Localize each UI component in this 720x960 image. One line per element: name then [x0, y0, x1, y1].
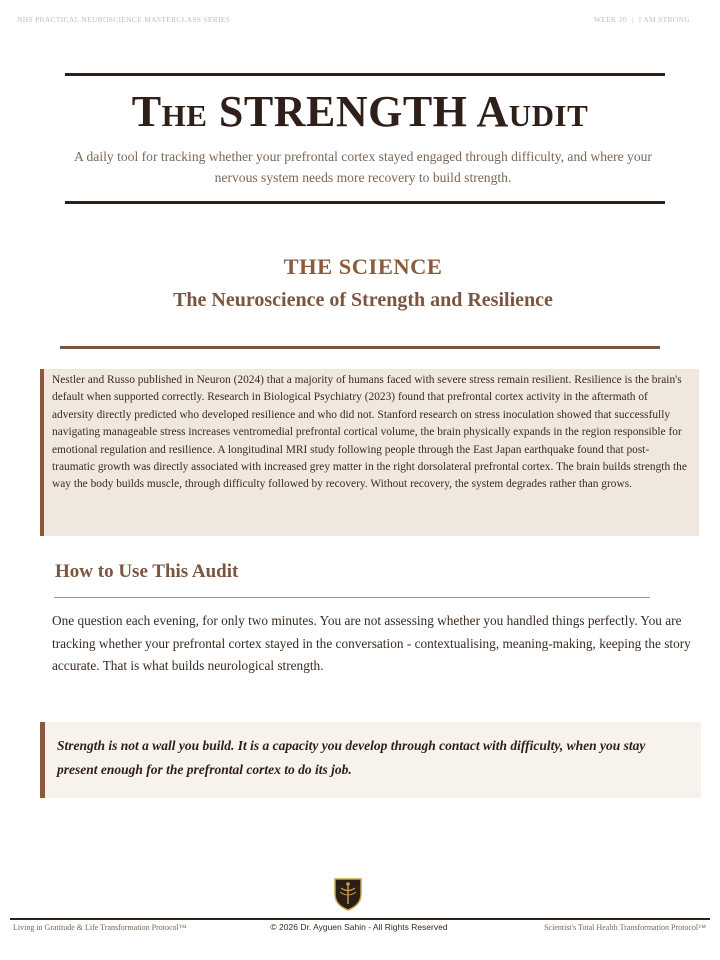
- week-number: WEEK 20: [593, 15, 627, 24]
- footer-left-text: Living in Gratitude & Life Transformation Protocol™: [13, 923, 187, 932]
- quote-callout: [40, 722, 701, 798]
- science-body: Nestler and Russo published in Neuron (2024) that a majority of humans faced with severe stress remain resilient. Resilience is the brain's default when supported correctly. Research in Biological Psychiatry (2023) found that prefrontal cortex activity in the aftermath of adversity directly predicted who developed resilience and who did not. Stanford research on stress inoculation showed that successfully navigating manageable stress increases ventromedial prefrontal cortical volume, the brain physically expands in the region responsible for emotional regulation and resilience. A longitudinal MRI study following people through the East Japan earthquake found that post-traumatic growth was directly associated with increased grey matter in the right dorsolateral prefrontal cortex. The brain builds strength the way the body builds muscle, through difficulty followed by recovery. Without recovery, the system degrades rather than grows.: [52, 374, 687, 491]
- footer-right-text: Scientist's Total Health Transformation Protocol™: [544, 923, 706, 932]
- science-callout: [40, 369, 699, 536]
- quote-text: Strength is not a wall you build. It is a capacity you develop through contact with difficulty, when you stay present enough for the prefrontal cortex to do its job.: [57, 738, 646, 777]
- footer-rule: [10, 918, 710, 920]
- how-to-body: One question each evening, for only two minutes. You are not assessing whether you handled things perfectly. You are tracking whether your prefrontal cortex stayed in the conversation - contextualising, meaning-making, keeping the story accurate. That is what builds neurological strength.: [52, 613, 691, 673]
- week-label: [594, 15, 690, 24]
- page-title: The STRENGTH Audit: [131, 87, 589, 136]
- how-to-heading: How to Use This Audit: [55, 561, 239, 582]
- footer-copyright: © 2026 Dr. Ayguen Sahin - All Rights Reserved: [270, 922, 448, 932]
- science-heading: THE SCIENCE: [283, 254, 443, 279]
- science-subheading: The Neuroscience of Strength and Resilience: [173, 289, 553, 311]
- title-top-rule: [65, 73, 665, 76]
- series-label: NHS PRACTICAL NEUROSCIENCE MASTERCLASS SERIES: [17, 15, 231, 24]
- header-separator: |: [631, 15, 634, 24]
- crest-shield-icon: [333, 876, 363, 912]
- title-bottom-rule: [65, 201, 665, 204]
- how-to-rule: [54, 597, 650, 598]
- week-theme: I AM STRONG: [638, 15, 690, 24]
- page-subtitle: A daily tool for tracking whether your prefrontal cortex stayed engaged through difficulty, and where your nervous system needs more recovery to build strength.: [74, 149, 652, 185]
- science-rule: [60, 346, 660, 349]
